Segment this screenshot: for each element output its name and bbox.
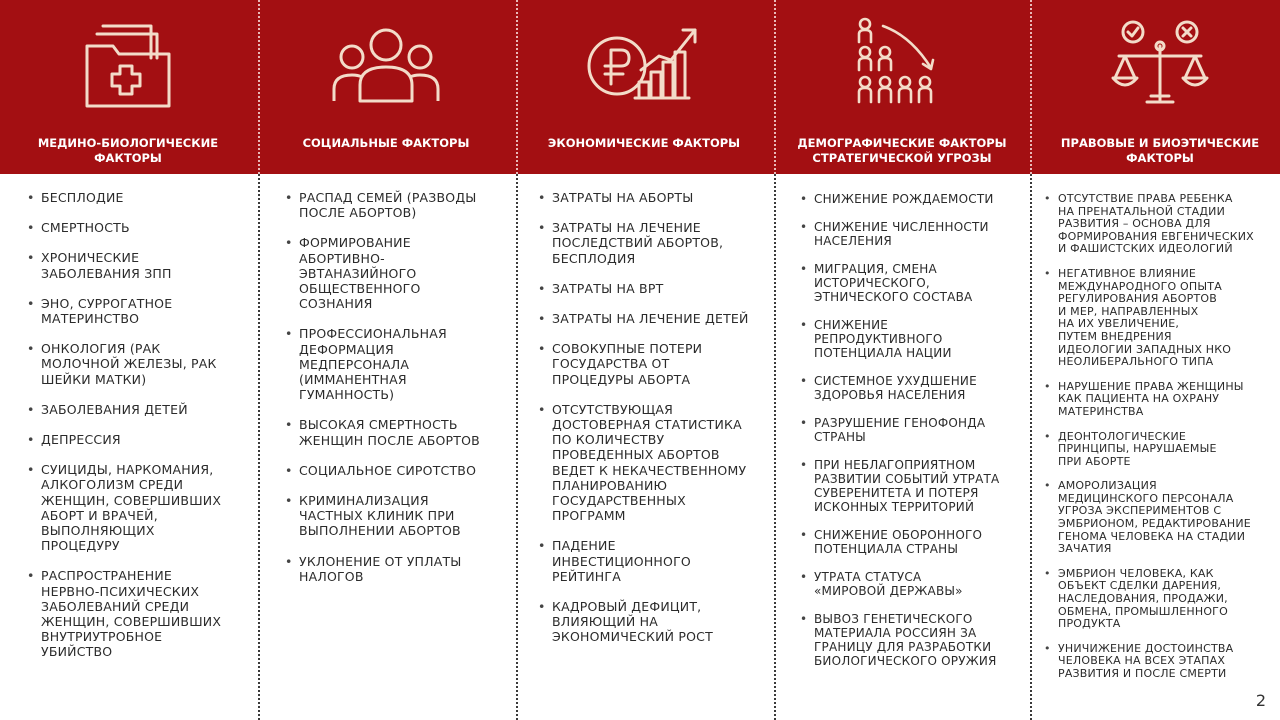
list-item: • СОЦИАЛЬНОЕ СИРОТСТВО <box>285 463 513 478</box>
column-divider <box>516 0 518 174</box>
page-number: 2 <box>1255 691 1266 710</box>
list-item: • НЕГАТИВНОЕ ВЛИЯНИЕ МЕЖДУНАРОДНОГО ОПЫТА РЕГУЛИРОВАНИЯ АБОРТОВ И МЕР, НАПРАВЛЕННЫХ НА ИХ УВЕЛИЧЕНИЕ, ПУТЕМ ВНЕДРЕНИЯ ИДЕОЛОГИИ ЗАПАДНЫХ НКО НЕОЛИБЕРАЛЬНОГО ТИПА <box>1044 268 1276 369</box>
factor-list-legal <box>1044 193 1276 693</box>
list-item: • ЗАТРАТЫ НА ВРТ <box>538 281 772 296</box>
list-item: • АМОРОЛИЗАЦИЯ МЕДИЦИНСКОГО ПЕРСОНАЛА УГРОЗА ЭКСПЕРИМЕНТОВ С ЭМБРИОНОМ, РЕДАКТИРОВАНИЕ ГЕНОМА ЧЕЛОВЕКА НА СТАДИИ ЗАЧАТИЯ <box>1044 480 1276 556</box>
list-item: • РАСПАД СЕМЕЙ (РАЗВОДЫ ПОСЛЕ АБОРТОВ) <box>285 190 513 220</box>
column-divider <box>774 174 776 720</box>
factor-list-social <box>285 190 513 599</box>
column-title: ПРАВОВЫЕ И БИОЭТИЧЕСКИЕ ФАКТОРЫ <box>1060 136 1260 165</box>
list-item: • ВЫСОКАЯ СМЕРТНОСТЬ ЖЕНЩИН ПОСЛЕ АБОРТОВ <box>285 417 513 447</box>
list-item: • СНИЖЕНИЕ ОБОРОННОГО ПОТЕНЦИАЛА СТРАНЫ <box>800 528 1028 556</box>
list-item: • УТРАТА СТАТУСА «МИРОВОЙ ДЕРЖАВЫ» <box>800 570 1028 598</box>
column-divider <box>258 0 260 174</box>
column-header-social <box>258 0 514 174</box>
list-item: • ПРОФЕССИОНАЛЬНАЯ ДЕФОРМАЦИЯ МЕДПЕРСОНАЛА (ИММАНЕНТНАЯ ГУМАННОСТЬ) <box>285 326 513 402</box>
column-title: ДЕМОГРАФИЧЕСКИЕ ФАКТОРЫ СТРАТЕГИЧЕСКОЙ УГРОЗЫ <box>797 136 1007 165</box>
list-item: • ЗАТРАТЫ НА ЛЕЧЕНИЕ ДЕТЕЙ <box>538 311 772 326</box>
list-item: • СУИЦИДЫ, НАРКОМАНИЯ, АЛКОГОЛИЗМ СРЕДИ ЖЕНЩИН, СОВЕРШИВШИХ АБОРТ И ВРАЧЕЙ, ВЫПОЛНЯЮЩИХ ПРОЦЕДУРУ <box>27 462 255 553</box>
column-header-medical <box>0 0 256 174</box>
list-item: • СИСТЕМНОЕ УХУДШЕНИЕ ЗДОРОВЬЯ НАСЕЛЕНИЯ <box>800 374 1028 402</box>
column-divider <box>258 174 260 720</box>
column-title: ЭКОНОМИЧЕСКИЕ ФАКТОРЫ <box>547 136 741 150</box>
list-item: • РАЗРУШЕНИЕ ГЕНОФОНДА СТРАНЫ <box>800 416 1028 444</box>
list-item: • ОТСУТСТВУЮЩАЯ ДОСТОВЕРНАЯ СТАТИСТИКА ПО КОЛИЧЕСТВУ ПРОВЕДЕННЫХ АБОРТОВ ВЕДЕТ К НЕКАЧЕСТВЕННОМУ ПЛАНИРОВАНИЮ ГОСУДАРСТВЕННЫХ ПРОГРАММ <box>538 402 772 524</box>
list-item: • ХРОНИЧЕСКИЕ ЗАБОЛЕВАНИЯ ЗПП <box>27 250 255 280</box>
list-item: • НАРУШЕНИЕ ПРАВА ЖЕНЩИНЫ КАК ПАЦИЕНТА НА ОХРАНУ МАТЕРИНСТВА <box>1044 381 1276 419</box>
column-divider <box>774 0 776 174</box>
list-item: • СОВОКУПНЫЕ ПОТЕРИ ГОСУДАРСТВА ОТ ПРОЦЕДУРЫ АБОРТА <box>538 341 772 387</box>
list-item: • СНИЖЕНИЕ РЕПРОДУКТИВНОГО ПОТЕНЦИАЛА НАЦИИ <box>800 318 1028 360</box>
ruble-growth-chart-icon <box>579 16 709 112</box>
factor-list-medical <box>27 190 255 675</box>
column-divider <box>516 174 518 720</box>
list-item: • ЗАТРАТЫ НА ЛЕЧЕНИЕ ПОСЛЕДСТВИЙ АБОРТОВ, БЕСПЛОДИЯ <box>538 220 772 266</box>
column-header-demographic <box>774 0 1030 174</box>
column-header-legal <box>1032 0 1280 174</box>
list-item: • УНИЧИЖЕНИЕ ДОСТОИНСТВА ЧЕЛОВЕКА НА ВСЕХ ЭТАПАХ РАЗВИТИЯ И ПОСЛЕ СМЕРТИ <box>1044 643 1276 681</box>
population-decline-icon <box>847 12 957 116</box>
list-item: • ЭНО, СУРРОГАТНОЕ МАТЕРИНСТВО <box>27 296 255 326</box>
list-item: • ОТСУТСТВИЕ ПРАВА РЕБЕНКА НА ПРЕНАТАЛЬНОЙ СТАДИИ РАЗВИТИЯ – ОСНОВА ДЛЯ ФОРМИРОВАНИЯ ЕВГЕНИЧЕСКИХ И ФАШИСТСКИХ ИДЕОЛОГИЙ <box>1044 193 1276 256</box>
list-item: • СМЕРТНОСТЬ <box>27 220 255 235</box>
list-item: • ЗАТРАТЫ НА АБОРТЫ <box>538 190 772 205</box>
list-item: • КАДРОВЫЙ ДЕФИЦИТ, ВЛИЯЮЩИЙ НА ЭКОНОМИЧЕСКИЙ РОСТ <box>538 599 772 645</box>
factor-list-economic <box>538 190 772 660</box>
factor-list-demographic <box>800 192 1028 682</box>
medical-folder-icon <box>73 14 183 114</box>
list-item: • СНИЖЕНИЕ РОЖДАЕМОСТИ <box>800 192 1028 206</box>
list-item: • ФОРМИРОВАНИЕ АБОРТИВНО- ЭВТАНАЗИЙНОГО ОБЩЕСТВЕННОГО СОЗНАНИЯ <box>285 235 513 311</box>
list-item: • КРИМИНАЛИЗАЦИЯ ЧАСТНЫХ КЛИНИК ПРИ ВЫПОЛНЕНИИ АБОРТОВ <box>285 493 513 539</box>
list-item: • ВЫВОЗ ГЕНЕТИЧЕСКОГО МАТЕРИАЛА РОССИЯН ЗА ГРАНИЦУ ДЛЯ РАЗРАБОТКИ БИОЛОГИЧЕСКОГО ОРУЖИЯ <box>800 612 1028 668</box>
justice-scales-icon <box>1105 16 1215 112</box>
column-title: МЕДИНО-БИОЛОГИЧЕСКИЕ ФАКТОРЫ <box>37 136 219 165</box>
list-item: • ДЕПРЕССИЯ <box>27 432 255 447</box>
list-item: • ПАДЕНИЕ ИНВЕСТИЦИОННОГО РЕЙТИНГА <box>538 538 772 584</box>
list-item: • СНИЖЕНИЕ ЧИСЛЕННОСТИ НАСЕЛЕНИЯ <box>800 220 1028 248</box>
list-item: • МИГРАЦИЯ, СМЕНА ИСТОРИЧЕСКОГО, ЭТНИЧЕСКОГО СОСТАВА <box>800 262 1028 304</box>
list-item: • БЕСПЛОДИЕ <box>27 190 255 205</box>
column-title: СОЦИАЛЬНЫЕ ФАКТОРЫ <box>302 136 470 150</box>
column-header-economic <box>516 0 772 174</box>
list-item: • РАСПРОСТРАНЕНИЕ НЕРВНО-ПСИХИЧЕСКИХ ЗАБОЛЕВАНИЙ СРЕДИ ЖЕНЩИН, СОВЕРШИВШИХ ВНУТРИУТРОБНОЕ УБИЙСТВО <box>27 568 255 659</box>
list-item: • ЗАБОЛЕВАНИЯ ДЕТЕЙ <box>27 402 255 417</box>
list-item: • ЭМБРИОН ЧЕЛОВЕКА, КАК ОБЪЕКТ СДЕЛКИ ДАРЕНИЯ, НАСЛЕДОВАНИЯ, ПРОДАЖИ, ОБМЕНА, ПРОМЫШЛЕННОГО ПРОДУКТА <box>1044 568 1276 631</box>
list-item: • УКЛОНЕНИЕ ОТ УПЛАТЫ НАЛОГОВ <box>285 554 513 584</box>
people-group-icon <box>326 19 446 109</box>
column-divider <box>1030 0 1032 174</box>
list-item: • ПРИ НЕБЛАГОПРИЯТНОМ РАЗВИТИИ СОБЫТИЙ УТРАТА СУВЕРЕНИТЕТА И ПОТЕРЯ ИСКОННЫХ ТЕРРИТОРИЙ <box>800 458 1028 514</box>
list-item: • ОНКОЛОГИЯ (РАК МОЛОЧНОЙ ЖЕЛЕЗЫ, РАК ШЕЙКИ МАТКИ) <box>27 341 255 387</box>
list-item: • ДЕОНТОЛОГИЧЕСКИЕ ПРИНЦИПЫ, НАРУШАЕМЫЕ ПРИ АБОРТЕ <box>1044 431 1276 469</box>
column-divider <box>1030 174 1032 720</box>
